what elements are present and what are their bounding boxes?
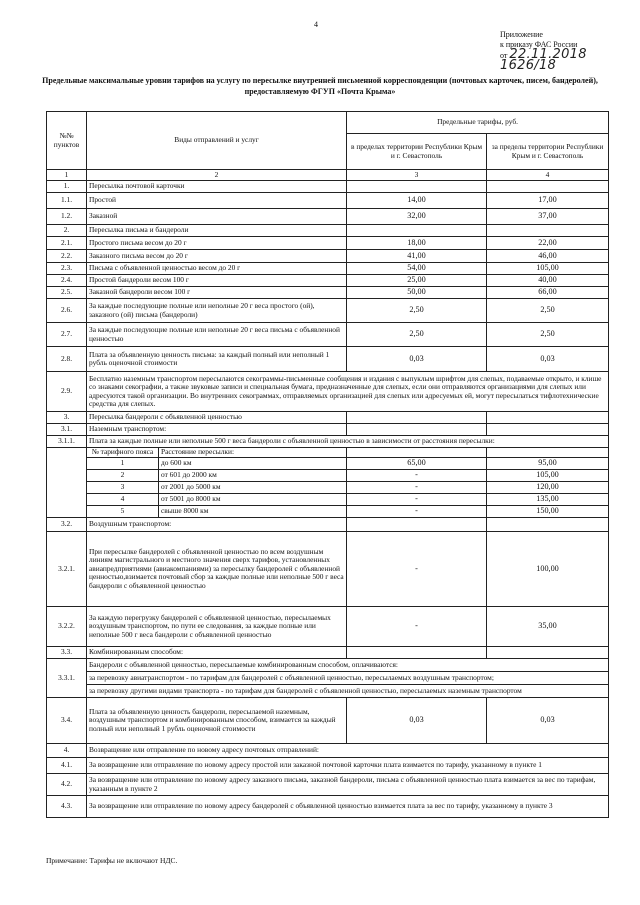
row-description: за перевозку авиатранспортом - по тарифам для бандеролей с объявленной ценностью, пересылаемых воздушным транспортом; xyxy=(87,672,609,685)
appendix-order: к приказу ФАС России xyxy=(500,40,578,49)
row-description: Плата за объявленную ценность бандероли, пересылаемой наземным, воздушным транспортом и комбинированным способом, взимается за каждый полный или неполный 1 рубль оценочной стоимости xyxy=(87,698,347,744)
tariff-out-region xyxy=(487,181,609,193)
zone-row xyxy=(47,494,609,506)
zone-distance: свыше 8000 км xyxy=(159,506,347,518)
row-description: Плата за каждые полные или неполные 500 г веса бандероли с объявленной ценностью в зависимости от расстояния пересылки: xyxy=(87,436,609,448)
tariff-out-region xyxy=(487,647,609,659)
zone-blank xyxy=(347,448,487,458)
row-number: 2.4. xyxy=(47,275,87,287)
row-description: За каждые последующие полные или неполные 20 г веса простого (ой), заказного (ой) письма (бандероли) xyxy=(87,299,347,323)
table-row xyxy=(47,659,609,672)
tariff-in-region xyxy=(347,225,487,237)
row-description: За возвращение или отправление по новому адресу простой или заказной почтовой карточки плата взимается по тарифу, указанному в пункте 1 xyxy=(87,758,609,774)
tariff-out-region: 37,00 xyxy=(487,209,609,225)
header-num: №№ пунктов xyxy=(47,112,87,170)
row-number: 2.2. xyxy=(47,250,87,263)
row-description: За каждую перегрузку бандеролей с объявленной ценностью, пересылаемых воздушным транспортом, по пути ее следования, за каждые полные или неполные 500 г веса бандероли с объявленной ценностью xyxy=(87,607,347,647)
row-number: 2.3. xyxy=(47,263,87,275)
zone-number: 1 xyxy=(87,458,159,470)
tariff-out-region xyxy=(487,412,609,424)
row-description: Простого письма весом до 20 г xyxy=(87,237,347,250)
row-description: Пересылка письма и бандероли xyxy=(87,225,347,237)
document-title: Предельные максимальные уровни тарифов на услугу по пересылке внутренней письменной корреспонденции (почтовых карточек, писем, бандеролей), предоставляемую ФГУП «Почта Крыма» xyxy=(42,76,598,96)
zone-number: 3 xyxy=(87,482,159,494)
appendix-date: от 22.11.2018 1626/18 xyxy=(500,47,587,73)
zone-distance: до 600 км xyxy=(159,458,347,470)
table-row xyxy=(47,193,609,209)
row-description: Бесплатно наземным транспортом пересылаются секограммы-письменные сообщения и издания с выпуклым шрифтом для слепых, подаваемые открыто, и клише со знаками секографии, а также звуковые записи и специальная бумага, предназначенные для слепых, если они отправляются организациями для слепых или адресуются такой организации. Во внутренних секограммах, отправляемых организацией для слепых или адресуемых ей, могут пересылаться тифлотехнические средства для слепых. xyxy=(87,372,609,412)
tariff-in-region: - xyxy=(347,494,487,506)
tariff-in-region: - xyxy=(347,506,487,518)
row-description: Простой xyxy=(87,193,347,209)
row-number: 1. xyxy=(47,181,87,193)
row-description: Пересылка бандероли с объявленной ценностью xyxy=(87,412,347,424)
row-description: Простой бандероли весом 100 г xyxy=(87,275,347,287)
tariff-in-region: - xyxy=(347,470,487,482)
zone-distance: от 601 до 2000 км xyxy=(159,470,347,482)
tariff-in-region: 54,00 xyxy=(347,263,487,275)
tariff-out-region: 135,00 xyxy=(487,494,609,506)
header-in-region: в пределах территории Республики Крым и г. Севастополь xyxy=(347,134,487,170)
row-description: Пересылка почтовой карточки xyxy=(87,181,347,193)
row-description: Наземным транспортом: xyxy=(87,424,347,436)
table-row xyxy=(47,287,609,299)
tariff-out-region: 100,00 xyxy=(487,532,609,607)
zone-number: 4 xyxy=(87,494,159,506)
tariff-in-region xyxy=(347,424,487,436)
tariff-out-region: 17,00 xyxy=(487,193,609,209)
tariff-in-region: - xyxy=(347,607,487,647)
row-number: 4.1. xyxy=(47,758,87,774)
tariff-in-region: - xyxy=(347,532,487,607)
tariff-out-region xyxy=(487,424,609,436)
row-description: за перевозку другими видами транспорта - по тарифам для бандеролей с объявленной ценностью, пересылаемых наземным транспортом xyxy=(87,685,609,698)
header-index: 2 xyxy=(87,170,347,181)
tariff-in-region: 32,00 xyxy=(347,209,487,225)
row-number: 2.7. xyxy=(47,323,87,347)
row-number: 2.5. xyxy=(47,287,87,299)
tariff-out-region: 40,00 xyxy=(487,275,609,287)
header-type: Виды отправлений и услуг xyxy=(87,112,347,170)
tariff-out-region: 35,00 xyxy=(487,607,609,647)
tariff-in-region: 41,00 xyxy=(347,250,487,263)
zone-spacer xyxy=(47,448,87,518)
row-number: 2.6. xyxy=(47,299,87,323)
row-number: 4.2. xyxy=(47,774,87,796)
row-number: 3.2.1. xyxy=(47,532,87,607)
row-description: За каждые последующие полные или неполные 20 г веса письма с объявленной ценностью xyxy=(87,323,347,347)
row-description: Бандероли с объявленной ценностью, пересылаемые комбинированным способом, оплачиваются: xyxy=(87,659,609,672)
table-row xyxy=(47,518,609,532)
row-number: 3. xyxy=(47,412,87,424)
row-number: 3.3. xyxy=(47,647,87,659)
zone-blank xyxy=(487,448,609,458)
table-row xyxy=(47,275,609,287)
header-tariffs: Предельные тарифы, руб. xyxy=(347,112,609,134)
tariff-in-region: 0,03 xyxy=(347,347,487,372)
zone-number: 5 xyxy=(87,506,159,518)
row-description: Письма с объявленной ценностью весом до 20 г xyxy=(87,263,347,275)
table-row xyxy=(47,774,609,796)
tariff-out-region: 120,00 xyxy=(487,482,609,494)
row-description: При пересылке бандеролей с объявленной ценностью по всем воздушным линиям магистрального и местного значения сверх тарифов, установленных авиапредприятиями (авиакомпаниями) за пересылку бандеролей с объявленной ценностью,взимается почтовый сбор за каждые полные или неполные 500 г веса бандероли с объявленной ценностью xyxy=(87,532,347,607)
table-row xyxy=(47,237,609,250)
tariff-out-region: 22,00 xyxy=(487,237,609,250)
table-row xyxy=(47,299,609,323)
tariff-in-region: 25,00 xyxy=(347,275,487,287)
zone-distance: от 2001 до 5000 км xyxy=(159,482,347,494)
tariff-out-region: 2,50 xyxy=(487,299,609,323)
table-row xyxy=(47,250,609,263)
row-number: 2.8. xyxy=(47,347,87,372)
tariff-in-region xyxy=(347,518,487,532)
tariff-out-region: 105,00 xyxy=(487,263,609,275)
zone-row xyxy=(47,482,609,494)
table-row xyxy=(47,532,609,607)
table-row xyxy=(47,181,609,193)
table-row xyxy=(47,685,609,698)
table-row xyxy=(47,796,609,818)
header-index: 4 xyxy=(487,170,609,181)
row-description: Возвращение или отправление по новому адресу почтовых отправлений: xyxy=(87,744,609,758)
table-row xyxy=(47,698,609,744)
row-number: 2. xyxy=(47,225,87,237)
row-number: 3.3.1. xyxy=(47,659,87,698)
row-description: Заказной бандероли весом 100 г xyxy=(87,287,347,299)
tariff-in-region xyxy=(347,647,487,659)
table-row xyxy=(47,372,609,412)
tariff-in-region: 18,00 xyxy=(347,237,487,250)
table-row xyxy=(47,424,609,436)
row-description: Заказной xyxy=(87,209,347,225)
tariff-out-region: 95,00 xyxy=(487,458,609,470)
zone-number-header: № тарифного пояса xyxy=(87,448,159,458)
tariff-out-region: 150,00 xyxy=(487,506,609,518)
zone-number: 2 xyxy=(87,470,159,482)
table-row xyxy=(47,209,609,225)
tariff-out-region: 2,50 xyxy=(487,323,609,347)
header-out-region: за пределы территории Республики Крым и г. Севастополь xyxy=(487,134,609,170)
tariff-in-region xyxy=(347,412,487,424)
row-description: За возвращение или отправление по новому адресу бандеролей с объявленной ценностью взимается плата за вес по тарифу, указанному в пункте 3 xyxy=(87,796,609,818)
row-number: 4.3. xyxy=(47,796,87,818)
tariff-out-region: 66,00 xyxy=(487,287,609,299)
table-row xyxy=(47,436,609,448)
row-description: Заказного письма весом до 20 г xyxy=(87,250,347,263)
zone-row xyxy=(47,458,609,470)
tariff-in-region: 14,00 xyxy=(347,193,487,209)
header-index: 3 xyxy=(347,170,487,181)
row-number: 4. xyxy=(47,744,87,758)
header-index: 1 xyxy=(47,170,87,181)
footnote: Примечание: Тарифы не включают НДС. xyxy=(46,856,178,865)
tariff-out-region: 46,00 xyxy=(487,250,609,263)
table-row xyxy=(47,263,609,275)
page-number: 4 xyxy=(314,20,318,29)
table-row xyxy=(47,647,609,659)
row-description: Воздушным транспортом: xyxy=(87,518,347,532)
tariff-in-region: 0,03 xyxy=(347,698,487,744)
zone-row xyxy=(47,506,609,518)
row-number: 3.1. xyxy=(47,424,87,436)
table-row xyxy=(47,347,609,372)
appendix-block xyxy=(500,30,630,72)
row-number: 3.2. xyxy=(47,518,87,532)
row-number: 2.1. xyxy=(47,237,87,250)
tariff-table xyxy=(46,111,609,818)
row-number: 3.2.2. xyxy=(47,607,87,647)
table-row xyxy=(47,607,609,647)
table-row xyxy=(47,323,609,347)
table-row xyxy=(47,744,609,758)
tariff-in-region: 2,50 xyxy=(347,323,487,347)
tariff-in-region: 2,50 xyxy=(347,299,487,323)
zone-header-row xyxy=(47,448,609,458)
row-number: 2.9. xyxy=(47,372,87,412)
table-row xyxy=(47,225,609,237)
tariff-out-region xyxy=(487,225,609,237)
row-description: Комбинированным способом: xyxy=(87,647,347,659)
tariff-out-region: 105,00 xyxy=(487,470,609,482)
row-description: Плата за объявленную ценность письма: за каждый полный или неполный 1 рубль оценочной стоимости xyxy=(87,347,347,372)
tariff-in-region: 50,00 xyxy=(347,287,487,299)
table-row xyxy=(47,412,609,424)
appendix-label: Приложение xyxy=(500,30,543,39)
tariff-out-region: 0,03 xyxy=(487,698,609,744)
tariff-in-region xyxy=(347,181,487,193)
distance-header: Расстояние пересылки: xyxy=(159,448,347,458)
table-row xyxy=(47,758,609,774)
handwritten-date-number: 22.11.2018 1626/18 xyxy=(500,47,587,73)
tariff-in-region: - xyxy=(347,482,487,494)
zone-row xyxy=(47,470,609,482)
tariff-in-region: 65,00 xyxy=(347,458,487,470)
row-number: 1.2. xyxy=(47,209,87,225)
row-number: 3.1.1. xyxy=(47,436,87,448)
row-number: 1.1. xyxy=(47,193,87,209)
table-row xyxy=(47,672,609,685)
row-number: 3.4. xyxy=(47,698,87,744)
tariff-out-region xyxy=(487,518,609,532)
row-description: За возвращение или отправление по новому адресу заказного письма, заказной бандероли, письма с объявленной ценностью плата взимается за вес по тарифам, указанным в пункте 2 xyxy=(87,774,609,796)
zone-distance: от 5001 до 8000 км xyxy=(159,494,347,506)
tariff-out-region: 0,03 xyxy=(487,347,609,372)
